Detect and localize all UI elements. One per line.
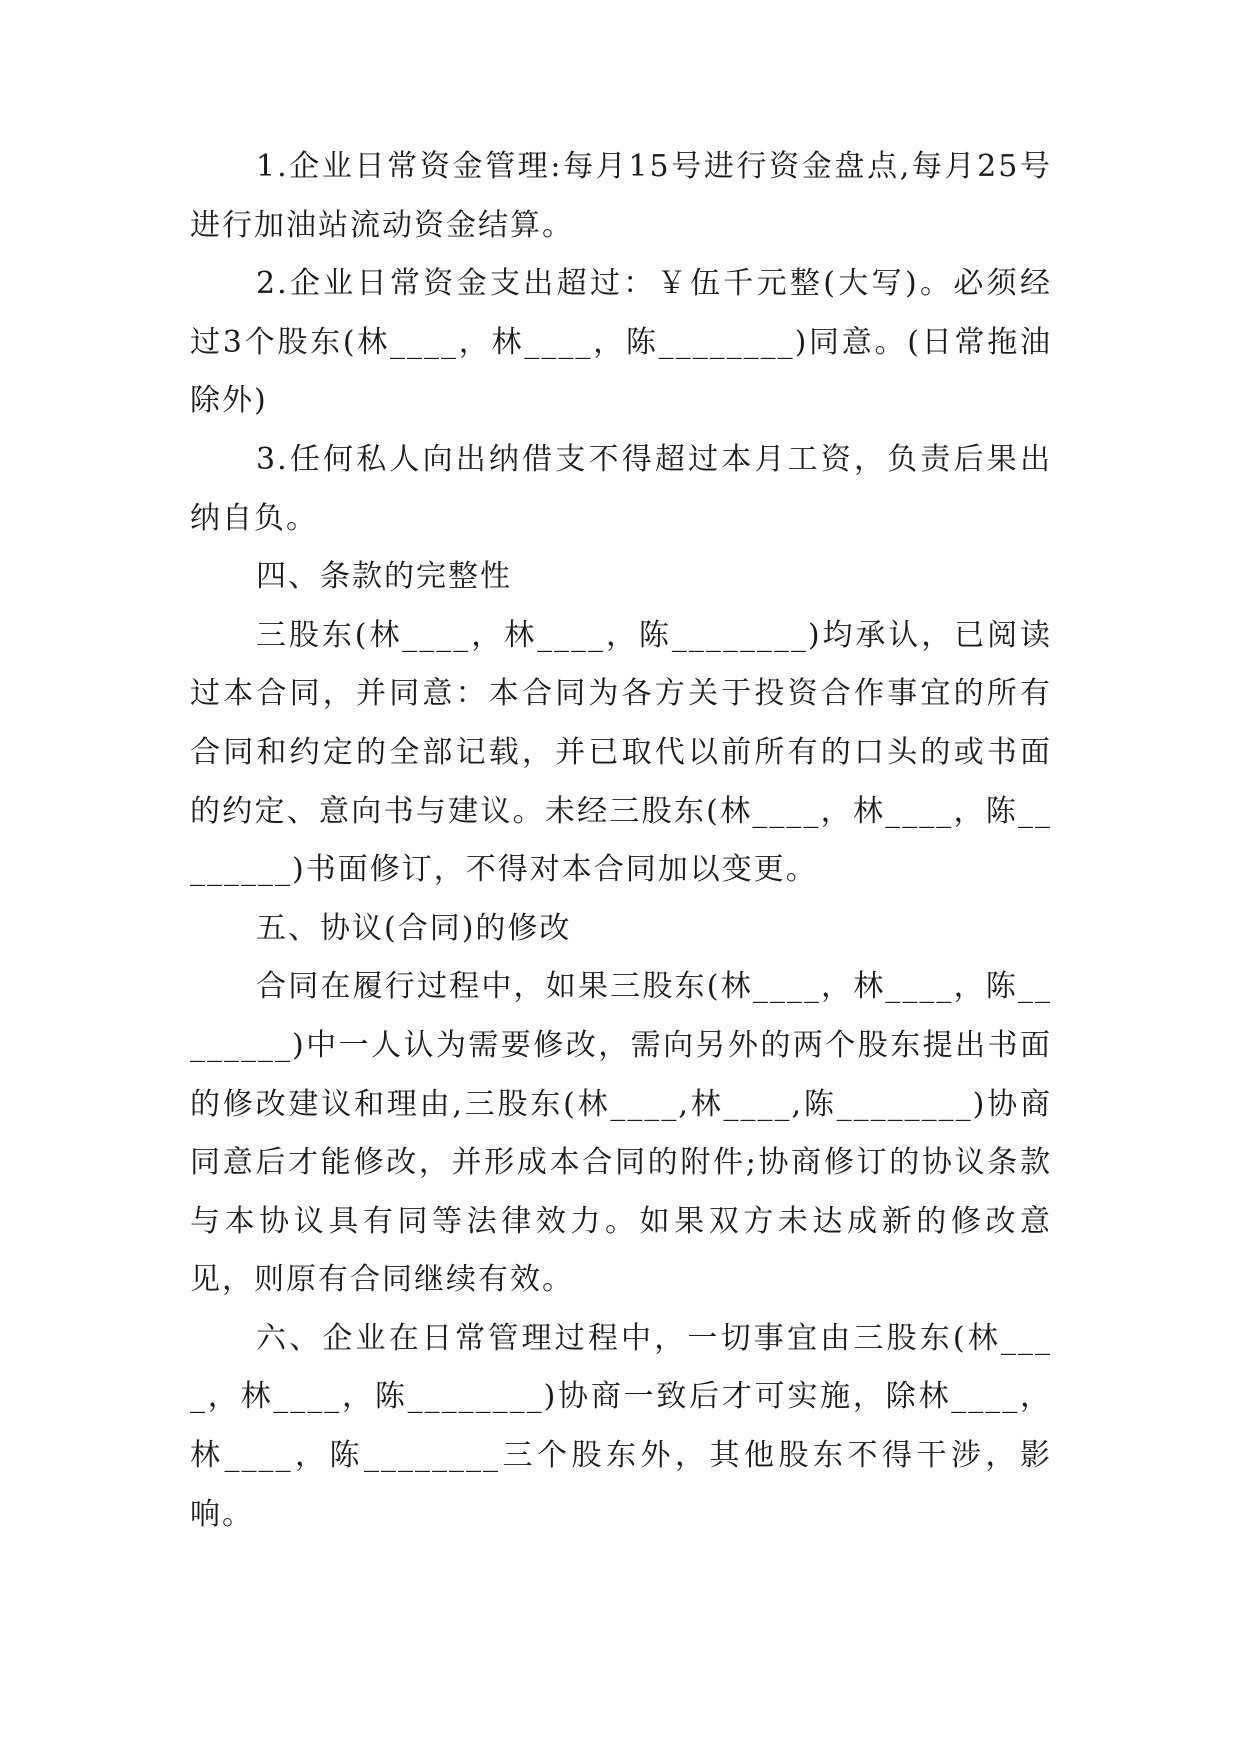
section-4-heading: 四、条款的完整性 — [256, 559, 512, 595]
section-5-paragraph: 合同在履行过程中，如果三股东(林____，林____，陈________)中一人认为需要修改，需向另外的两个股东提出书面的修改建议和理由,三股东(林____,林____,陈________)协商同意后才能修改，并形成本合同的附件;协商修订的协议条款与本协议具有同等法律效力。如果双方未达成新的修改意见，则原有合同继续有效。 — [190, 969, 1052, 1298]
section-4-paragraph: 三股东(林____，林____，陈________)均承认，已阅读过本合同，并同意：本合同为各方关于投资合作事宜的所有合同和约定的全部记载，并已取代以前所有的口头的或书面的约定、意向书与建议。未经三股东(林____，林____，陈________)书面修订，不得对本合同加以变更。 — [190, 617, 1052, 888]
section-5-heading: 五、协议(合同)的修改 — [256, 910, 572, 946]
clause-1-paragraph: 1.企业日常资金管理:每月15号进行资金盘点,每月25号进行加油站流动资金结算。 — [190, 149, 1052, 243]
clause-3-paragraph: 3.任何私人向出纳借支不得超过本月工资，负责后果出纳自负。 — [190, 441, 1052, 536]
section-6-paragraph: 六、企业在日常管理过程中，一切事宜由三股东(林____，林____，陈________)协商一致后才可实施，除林____，林____，陈________三个股东外，其他股东不得干涉，影响。 — [190, 1320, 1052, 1532]
clause-2-paragraph: 2.企业日常资金支出超过：￥伍千元整(大写)。必须经过3个股东(林____，林____，陈________)同意。(日常拖油除外) — [190, 266, 1052, 419]
document-page — [190, 138, 1052, 1544]
